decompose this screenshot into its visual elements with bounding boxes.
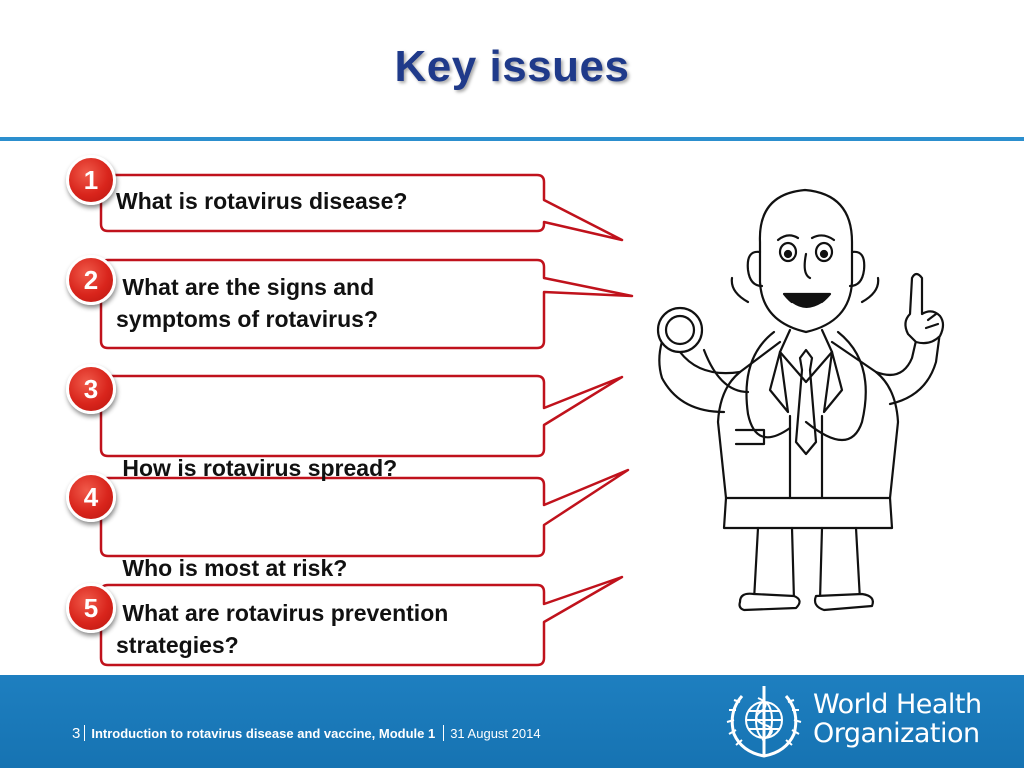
footer-separator	[443, 725, 444, 741]
who-emblem-icon	[720, 682, 808, 764]
question-5-line2: strategies?	[116, 632, 239, 658]
footer-date: 31 August 2014	[450, 726, 541, 741]
number-badge-3: 3	[66, 364, 116, 414]
question-1-line1: What is rotavirus disease?	[116, 188, 408, 214]
question-2-text	[116, 271, 378, 335]
question-5-text	[116, 597, 448, 661]
page-number: 3	[72, 725, 81, 742]
slide-title: Key issues	[394, 42, 630, 91]
module-title: Introduction to rotavirus disease and vaccine, Module 1	[91, 726, 436, 741]
question-4-line1: Who is most at risk?	[116, 555, 348, 581]
question-2-line1: What are the signs and	[116, 274, 375, 300]
question-5-line1: What are rotavirus prevention	[116, 600, 449, 626]
number-badge-2: 2	[66, 255, 116, 305]
question-2-line2: symptoms of rotavirus?	[116, 306, 378, 332]
who-name	[813, 690, 982, 748]
number-badge-4: 4	[66, 472, 116, 522]
question-3-line1: How is rotavirus spread?	[116, 455, 398, 481]
footer-separator	[84, 725, 85, 741]
number-badge-5: 5	[66, 583, 116, 633]
doctor-illustration-icon	[640, 182, 960, 627]
question-1-text	[116, 185, 407, 217]
number-badge-1: 1	[66, 155, 116, 205]
who-name-line1: World Health	[813, 689, 982, 720]
footer-text	[72, 725, 541, 742]
who-name-line2: Organization	[813, 718, 980, 749]
